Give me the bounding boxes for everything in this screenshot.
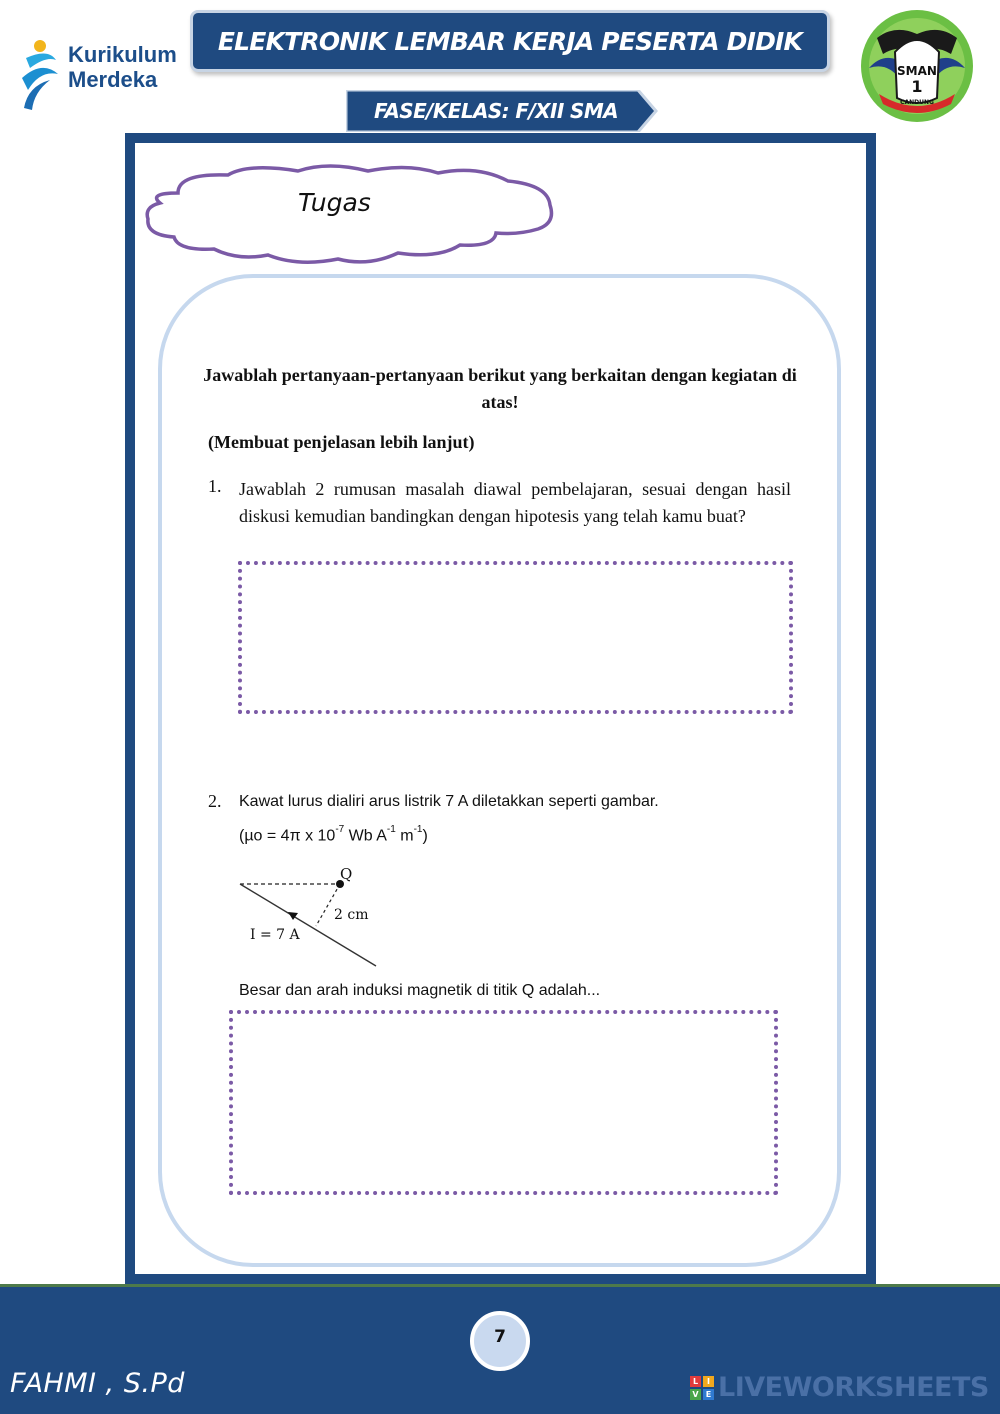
distance-label: 2 cm <box>334 907 369 923</box>
question-2-text: Kawat lurus dialiri arus listrik 7 A diletakkan seperti gambar. <box>239 793 659 810</box>
school-logo <box>855 8 979 124</box>
school-logo-text2: 1 <box>911 77 923 96</box>
answer-input-2[interactable] <box>233 1014 774 1191</box>
wire-line <box>240 884 376 966</box>
subheading: (Membuat penjelasan lebih lanjut) <box>208 432 475 452</box>
permeability-constant: (µo = 4π x $10^{-7}$ Wb $A^{-1}$ $m^{-1}$) <box>239 824 428 845</box>
question-2-number: 2. <box>208 791 222 811</box>
liveworksheets-brand[interactable] <box>690 1372 989 1403</box>
question-1-text: Jawablah 2 rumusan masalah diawal pembelajaran, sesuai dengan hasil diskusi kemudian bandingkan dengan hipotesis yang telah kamu buat? <box>239 479 791 526</box>
school-logo-text3: CANDUNG <box>900 99 934 106</box>
point-q-label: Q <box>340 865 353 883</box>
answer-box-2[interactable] <box>229 1010 778 1195</box>
fase-banner <box>346 90 658 132</box>
liveworksheets-icon: L I V E <box>690 1376 714 1400</box>
fase-label: FASE/KELAS: F/XII SMA <box>373 99 619 123</box>
page-title: ELEKTRONIK LEMBAR KERJA PESERTA DIDIK <box>217 26 803 56</box>
school-logo-text1: SMAN <box>897 64 937 78</box>
logo-line2: Merdeka <box>68 67 158 92</box>
liveworksheets-text: LIVEWORKSHEETS <box>718 1372 989 1403</box>
section-heading: Tugas <box>298 188 371 217</box>
page-number: 7 <box>470 1311 530 1371</box>
author-name: FAHMI , S.Pd <box>10 1368 185 1399</box>
kurikulum-merdeka-logo <box>18 38 188 114</box>
footer-divider <box>0 1284 1000 1287</box>
school-crest-icon <box>855 8 979 124</box>
answer-box-1[interactable] <box>238 561 793 714</box>
wire-diagram <box>236 862 386 972</box>
question-2-ask: Besar dan arah induksi magnetik di titik Q adalah... <box>239 982 601 999</box>
current-label: I = 7 A <box>250 927 300 943</box>
instruction-text: Jawablah pertanyaan-pertanyaan berikut yang berkaitan dengan kegiatan di atas! <box>203 365 797 412</box>
question-1-number: 1. <box>208 476 222 496</box>
answer-input-1[interactable] <box>242 565 789 710</box>
kurikulum-merdeka-icon <box>18 38 68 114</box>
logo-line1: Kurikulum <box>68 42 177 67</box>
title-banner <box>190 10 830 72</box>
